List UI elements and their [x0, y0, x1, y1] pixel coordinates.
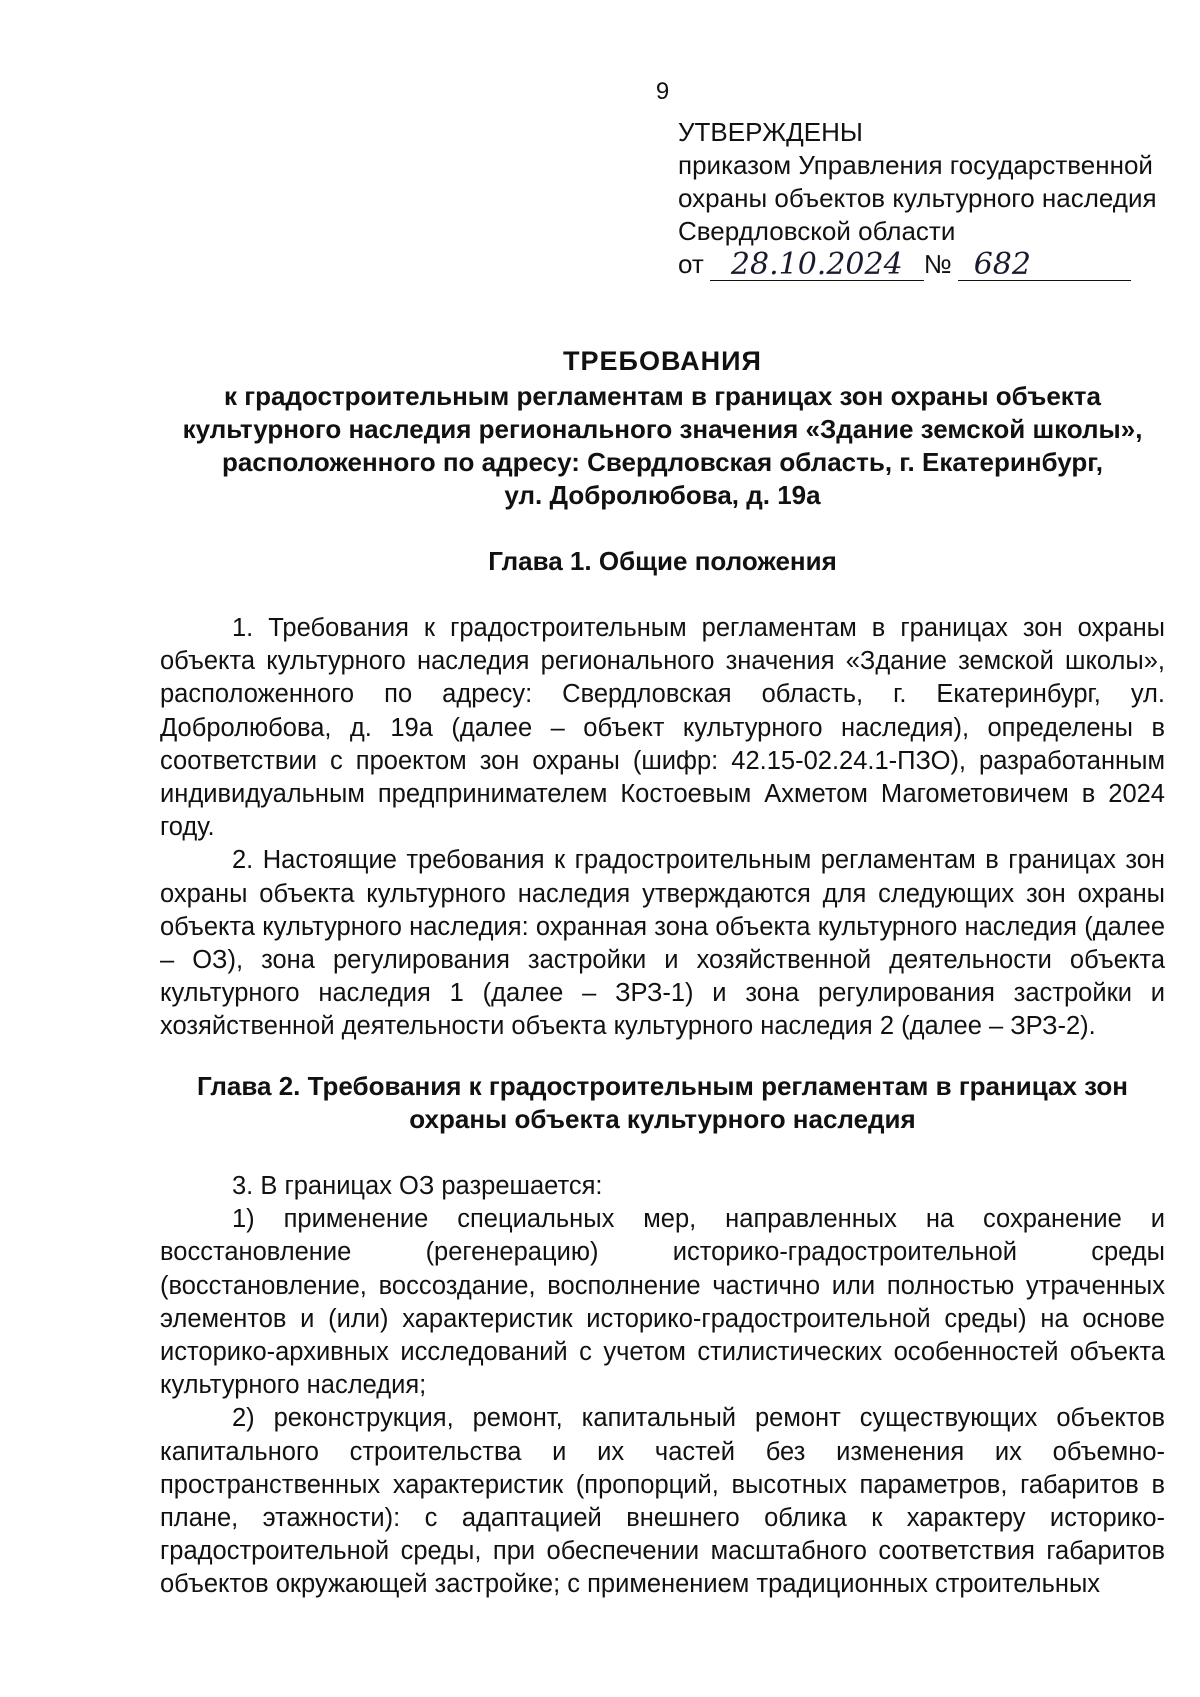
approval-line-2: охраны объектов культурного наследия	[678, 183, 1157, 213]
chapter-1-heading: Глава 1. Общие положения	[488, 546, 837, 576]
chapter-2-body	[160, 1170, 1165, 1602]
date-prefix: от	[678, 249, 704, 279]
handwritten-date: 28.10.2024	[710, 250, 924, 281]
approval-stamp	[678, 116, 1178, 281]
approval-heading: УТВЕРЖДЕНЫ	[678, 117, 863, 147]
chapter-2-heading-line-1: Глава 2. Требования к градостроительным регламентам в границах зон	[196, 1071, 1129, 1101]
title-line-4: ул. Добролюбова, д. 19а	[504, 480, 821, 510]
paragraph: 2. Настоящие требования к градостроительным регламентам в границах зон охраны объекта культурного наследия утверждаются для следующих зон охраны объекта культурного наследия: охранная зона объекта культурного наследия (далее – ОЗ), зона регулирования застройки и хозяйственной деятельности объекта культурного наследия 1 (далее – ЗРЗ-1) и зона регулирования застройки и хозяйственной деятельности объекта культурного наследия 2 (далее – ЗРЗ-2).	[160, 846, 1165, 1041]
title-heading: ТРЕБОВАНИЯ	[563, 346, 762, 376]
document-title	[150, 345, 1175, 512]
approval-line-1: приказом Управления государственной	[678, 150, 1153, 180]
page-number: 9	[655, 78, 670, 105]
chapter-2-heading	[150, 1070, 1175, 1136]
paragraph: 3. В границах ОЗ разрешается:	[232, 1172, 603, 1200]
title-line-2: культурного наследия регионального значения «Здание земской школы»,	[182, 414, 1143, 444]
chapter-2-heading-line-2: охраны объекта культурного наследия	[409, 1104, 916, 1134]
paragraph: 2) реконструкция, ремонт, капитальный ремонт существующих объектов капитального строительства и их частей без изменения их объемно-пространственных характеристик (пропорций, высотных параметров, габаритов в плане, этажности): с адаптацией внешнего облика к характеру историко-градостроительной среды, при обеспечении масштабного соответствия габаритов объектов окружающей застройке; с применением традиционных строительных	[160, 1404, 1165, 1599]
handwritten-order-number: 682	[958, 250, 1131, 281]
paragraph: 1. Требования к градостроительным регламентам в границах зон охраны объекта культурного наследия регионального значения «Здание земской школы», расположенного по адресу: Свердловская область, г. Екатеринбург, ул. Добролюбова, д. 19а (далее – объект культурного наследия), определены в соответствии с проектом зон охраны (шифр: 42.15-02.24.1-ПЗО), разработанным индивидуальным предпринимателем Костоевым Ахметом Магометовичем в 2024 году.	[160, 614, 1165, 842]
paragraph: 1) применение специальных мер, направленных на сохранение и восстановление (регенерацию) историко-градостроительной среды (восстановление, воссоздание, восполнение частично или полностью утраченных элементов и (или) характеристик историко-градостроительной среды) на основе историко-архивных исследований с учетом стилистических особенностей объекта культурного наследия;	[160, 1205, 1165, 1400]
order-date-number-line	[678, 248, 1178, 281]
chapter-1-body	[160, 612, 1165, 1044]
number-prefix: №	[923, 249, 952, 279]
title-line-3: расположенного по адресу: Свердловская область, г. Екатеринбург,	[221, 447, 1104, 477]
title-line-1: к градостроительным регламентам в границах зон охраны объекта	[224, 381, 1101, 411]
approval-line-3: Свердловской области	[678, 216, 956, 246]
